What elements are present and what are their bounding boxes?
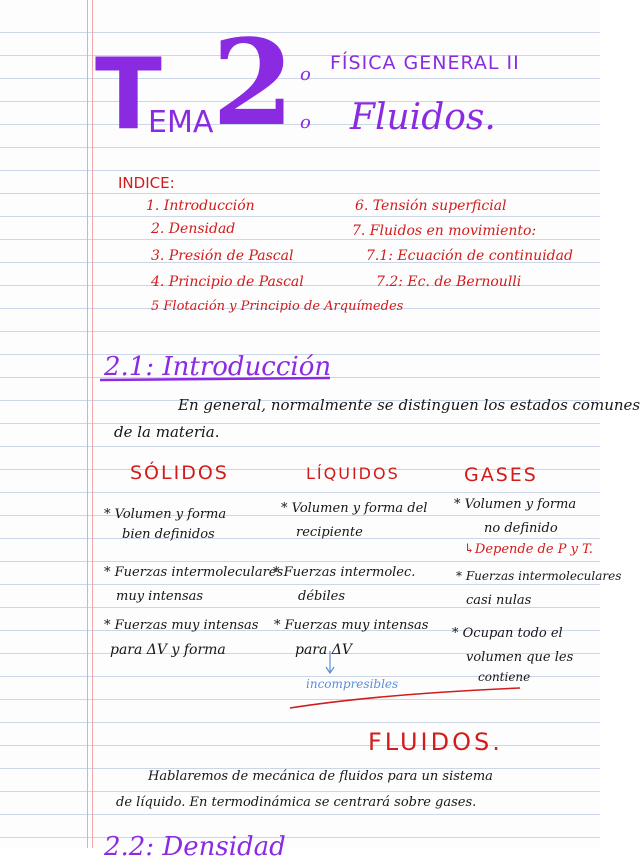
section-heading-introduccion: 2.1: Introducción bbox=[104, 352, 332, 382]
liquids-point-1-line-2: recipiente bbox=[296, 525, 363, 540]
ordinal-bottom: o bbox=[300, 112, 311, 133]
index-item: 3. Presión de Pascal bbox=[151, 248, 294, 264]
gases-point-3-line-3: contiene bbox=[478, 670, 531, 684]
index-item: 7. Fluidos en movimiento: bbox=[352, 223, 537, 239]
liquids-point-2-line-1: * Fuerzas intermolec. bbox=[273, 565, 416, 580]
gases-point-3-line-2: volumen que les bbox=[466, 650, 574, 665]
gases-point-2-line-2: casi nulas bbox=[466, 593, 532, 608]
intro-line-2: de la materia. bbox=[114, 423, 220, 441]
gases-point-1-line-3: ↳Depende de P y T. bbox=[464, 542, 593, 557]
gases-title: GASES bbox=[464, 464, 538, 486]
course-title: FÍSICA GENERAL II bbox=[330, 52, 520, 74]
margin-line-left bbox=[87, 0, 88, 848]
liquids-point-3-line-1: * Fuerzas muy intensas bbox=[274, 618, 429, 633]
solids-title: SÓLIDOS bbox=[130, 462, 229, 484]
topic-title: Fluidos. bbox=[350, 97, 496, 138]
liquids-note-incompresibles: incompresibles bbox=[306, 677, 399, 691]
solids-point-3-line-1: * Fuerzas muy intensas bbox=[104, 618, 259, 633]
solids-point-1-line-2: bien definidos bbox=[122, 527, 215, 542]
ordinal-top: o bbox=[300, 64, 311, 85]
solids-point-1-line-1: * Volumen y forma bbox=[104, 507, 227, 522]
intro-line-1: En general, normalmente se distinguen los estados comunes bbox=[178, 396, 640, 414]
index-item: 4. Principio de Pascal bbox=[151, 274, 304, 290]
gases-point-3-line-1: * Ocupan todo el bbox=[452, 626, 563, 641]
next-section-heading: 2.2: Densidad bbox=[104, 832, 286, 862]
solids-point-2-line-2: muy intensas bbox=[116, 589, 204, 604]
solids-point-2-line-1: * Fuerzas intermoleculares bbox=[104, 565, 284, 580]
index-item: 6. Tensión superficial bbox=[355, 198, 507, 214]
solids-point-3-line-2: para ΔV y forma bbox=[110, 642, 226, 658]
gases-point-2-line-1: * Fuerzas intermoleculares bbox=[456, 569, 622, 583]
liquids-point-1-line-1: * Volumen y forma del bbox=[281, 501, 428, 516]
liquids-point-2-line-2: débiles bbox=[298, 589, 346, 604]
index-item: 7.2: Ec. de Bernoulli bbox=[376, 274, 522, 290]
tema-big-t: T bbox=[95, 38, 162, 152]
index-item: 1. Introducción bbox=[146, 198, 255, 214]
gases-point-1-line-1: * Volumen y forma bbox=[454, 497, 577, 512]
gases-point-1-line-2: no definido bbox=[484, 521, 558, 536]
fluids-line-1: Hablaremos de mecánica de fluidos para un sistema bbox=[148, 769, 493, 784]
margin-line-right bbox=[92, 0, 93, 848]
index-title: INDICE: bbox=[118, 174, 175, 192]
index-item: 5 Flotación y Principio de Arquímedes bbox=[151, 299, 404, 314]
tema-rest: EMA bbox=[148, 105, 214, 140]
tema-number: 2 bbox=[212, 13, 295, 152]
fluids-line-2: de líquido. En termodinámica se centrará sobre gases. bbox=[116, 795, 477, 810]
index-item: 7.1: Ecuación de continuidad bbox=[366, 248, 573, 264]
index-item: 2. Densidad bbox=[151, 221, 236, 237]
fluids-title: FLUIDOS. bbox=[368, 728, 503, 756]
liquids-title: LÍQUIDOS bbox=[306, 464, 400, 483]
liquids-point-3-line-2: para ΔV bbox=[295, 642, 353, 658]
